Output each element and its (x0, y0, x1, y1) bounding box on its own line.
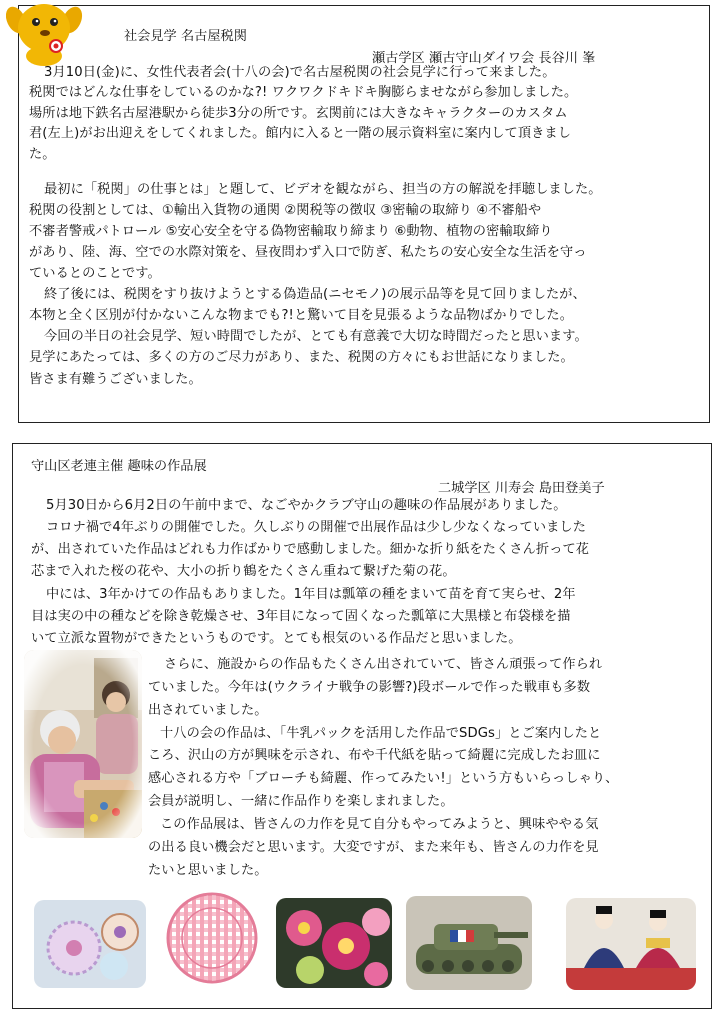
mascot-icon (6, 0, 90, 66)
hina-dolls-photo (566, 898, 696, 990)
doily-brooch-photo (34, 900, 146, 988)
article1-title: 社会見学 名古屋税関 (124, 29, 247, 44)
article2-line: 十八の会の作品は、「牛乳パックを活用した作品でSDGs」とご案内したと (160, 726, 602, 741)
article1-line: 君(左上)がお出迎えをしてくれました。館内に入ると一階の展示資料室に案内して頂きまし (29, 126, 571, 141)
article2-line: の出る良い機会だと思います。大変ですが、また来年も、皆さんの力作を見 (148, 840, 599, 855)
article2-line: 目は実の中の種などを除き乾燥させ、3年目になって固くなった瓢箪に大黒様と布袋様を描 (31, 609, 571, 624)
article1-line: 今回の半日の社会見学、短い時間でしたが、とても有意義で大切な時間だったと思います。 (44, 329, 588, 344)
article1-line: 終了後には、税関をすり抜けようとする偽造品(ニセモノ)の展示品等を見て回りましたが、 (44, 287, 586, 302)
article1-line: ているとのことです。 (29, 266, 161, 281)
article1-line: 見学にあたっては、多くの方のご尽力があり、また、税関の方々にもお世話になりました。 (29, 350, 574, 365)
gingham-plate-photo (160, 888, 264, 988)
article1-line: 場所は地下鉄名古屋港駅から徒歩3分の所です。玄関前には大きなキャラクターのカスタム (29, 106, 568, 121)
article2-line: ころ、沢山の方が興味を示され、布や千代紙を貼って綺麗に完成したお皿に (148, 748, 601, 763)
article2-line: 5月30日から6月2日の午前中まで、なごやかクラブ守山の趣味の作品展がありました。 (46, 498, 567, 513)
article1-line: 税関の役割としては、①輸出入貨物の通関 ②関税等の徴収 ③密輸の取締り ④不審船や (29, 203, 542, 218)
article2-line: たいと思いました。 (148, 863, 268, 878)
paper-flowers-photo (276, 898, 392, 988)
article1-line: 皆さま有難うございました。 (29, 372, 202, 387)
article2-line: いて立派な置物ができたというものです。とても根気のいる作品だと思いました。 (31, 631, 522, 646)
article2-line: ていました。今年は(ウクライナ戦争の影響?)段ボールで作った戦車も多数 (148, 680, 591, 695)
article1-line: 最初に「税関」の仕事とは」と題して、ビデオを観ながら、担当の方の解説を拝聴しました。 (44, 182, 602, 197)
article1-line: 不審者警戒パトロール ⑤安心安全を守る偽物密輸取り締まり ⑥動物、植物の密輸取締り (29, 224, 553, 239)
article2-line: この作品展は、皆さんの力作を見て自分もやってみようと、興味ややる気 (160, 817, 599, 832)
article1-line: があり、陸、海、空での水際対策を、昼夜問わず入口で防ぎ、私たちの安心安全な生活を守っ (29, 245, 587, 260)
article1-author: 瀬古学区 瀬古守山ダイワ会 長谷川 峯 (372, 51, 596, 66)
article1-line: た。 (29, 147, 56, 162)
article1-line: 本物と全く区別が付かないこんな物までも?!と驚いて目を見張るような品物ばかりでした。 (29, 308, 573, 323)
cardboard-tank-photo (406, 896, 532, 990)
article2-title: 守山区老連主催 趣味の作品展 (31, 459, 207, 474)
article2-line: 芯まで入れた桜の花や、大小の折り鶴をたくさん重ねて繋げた菊の花。 (31, 564, 456, 579)
article2-line: 感心される方や「ブローチも綺麗、作ってみたい!」という方もいらっしゃり、 (148, 771, 619, 786)
crafting-photo (24, 650, 142, 838)
article2-line: さらに、施設からの作品もたくさん出されていて、皆さん頑張って作られ (164, 657, 603, 672)
article2-author: 二城学区 川寿会 島田登美子 (438, 481, 605, 496)
article2-line: が、出されていた作品はどれも力作ばかりで感動しました。細かな折り紙をたくさん折って花 (31, 542, 590, 557)
article2-line: 会員が説明し、一緒に作品作りを楽しまれました。 (148, 794, 454, 809)
article1-line: 税関ではどんな仕事をしているのかな?! ワクワクドキドキ胸膨らませながら参加しました。 (29, 85, 578, 100)
article2-line: コロナ禍で4年ぶりの開催でした。久しぶりの開催で出展作品は少し少なくなっていました (46, 520, 586, 535)
article2-line: 中には、3年かけての作品もありました。1年目は瓢箪の種をまいて苗を育て実らせ、2年 (46, 587, 576, 602)
article1-line: 3月10日(金)に、女性代表者会(十八の会)で名古屋税関の社会見学に行って来ました。 (44, 65, 556, 80)
article2-line: 出されていました。 (148, 703, 268, 718)
